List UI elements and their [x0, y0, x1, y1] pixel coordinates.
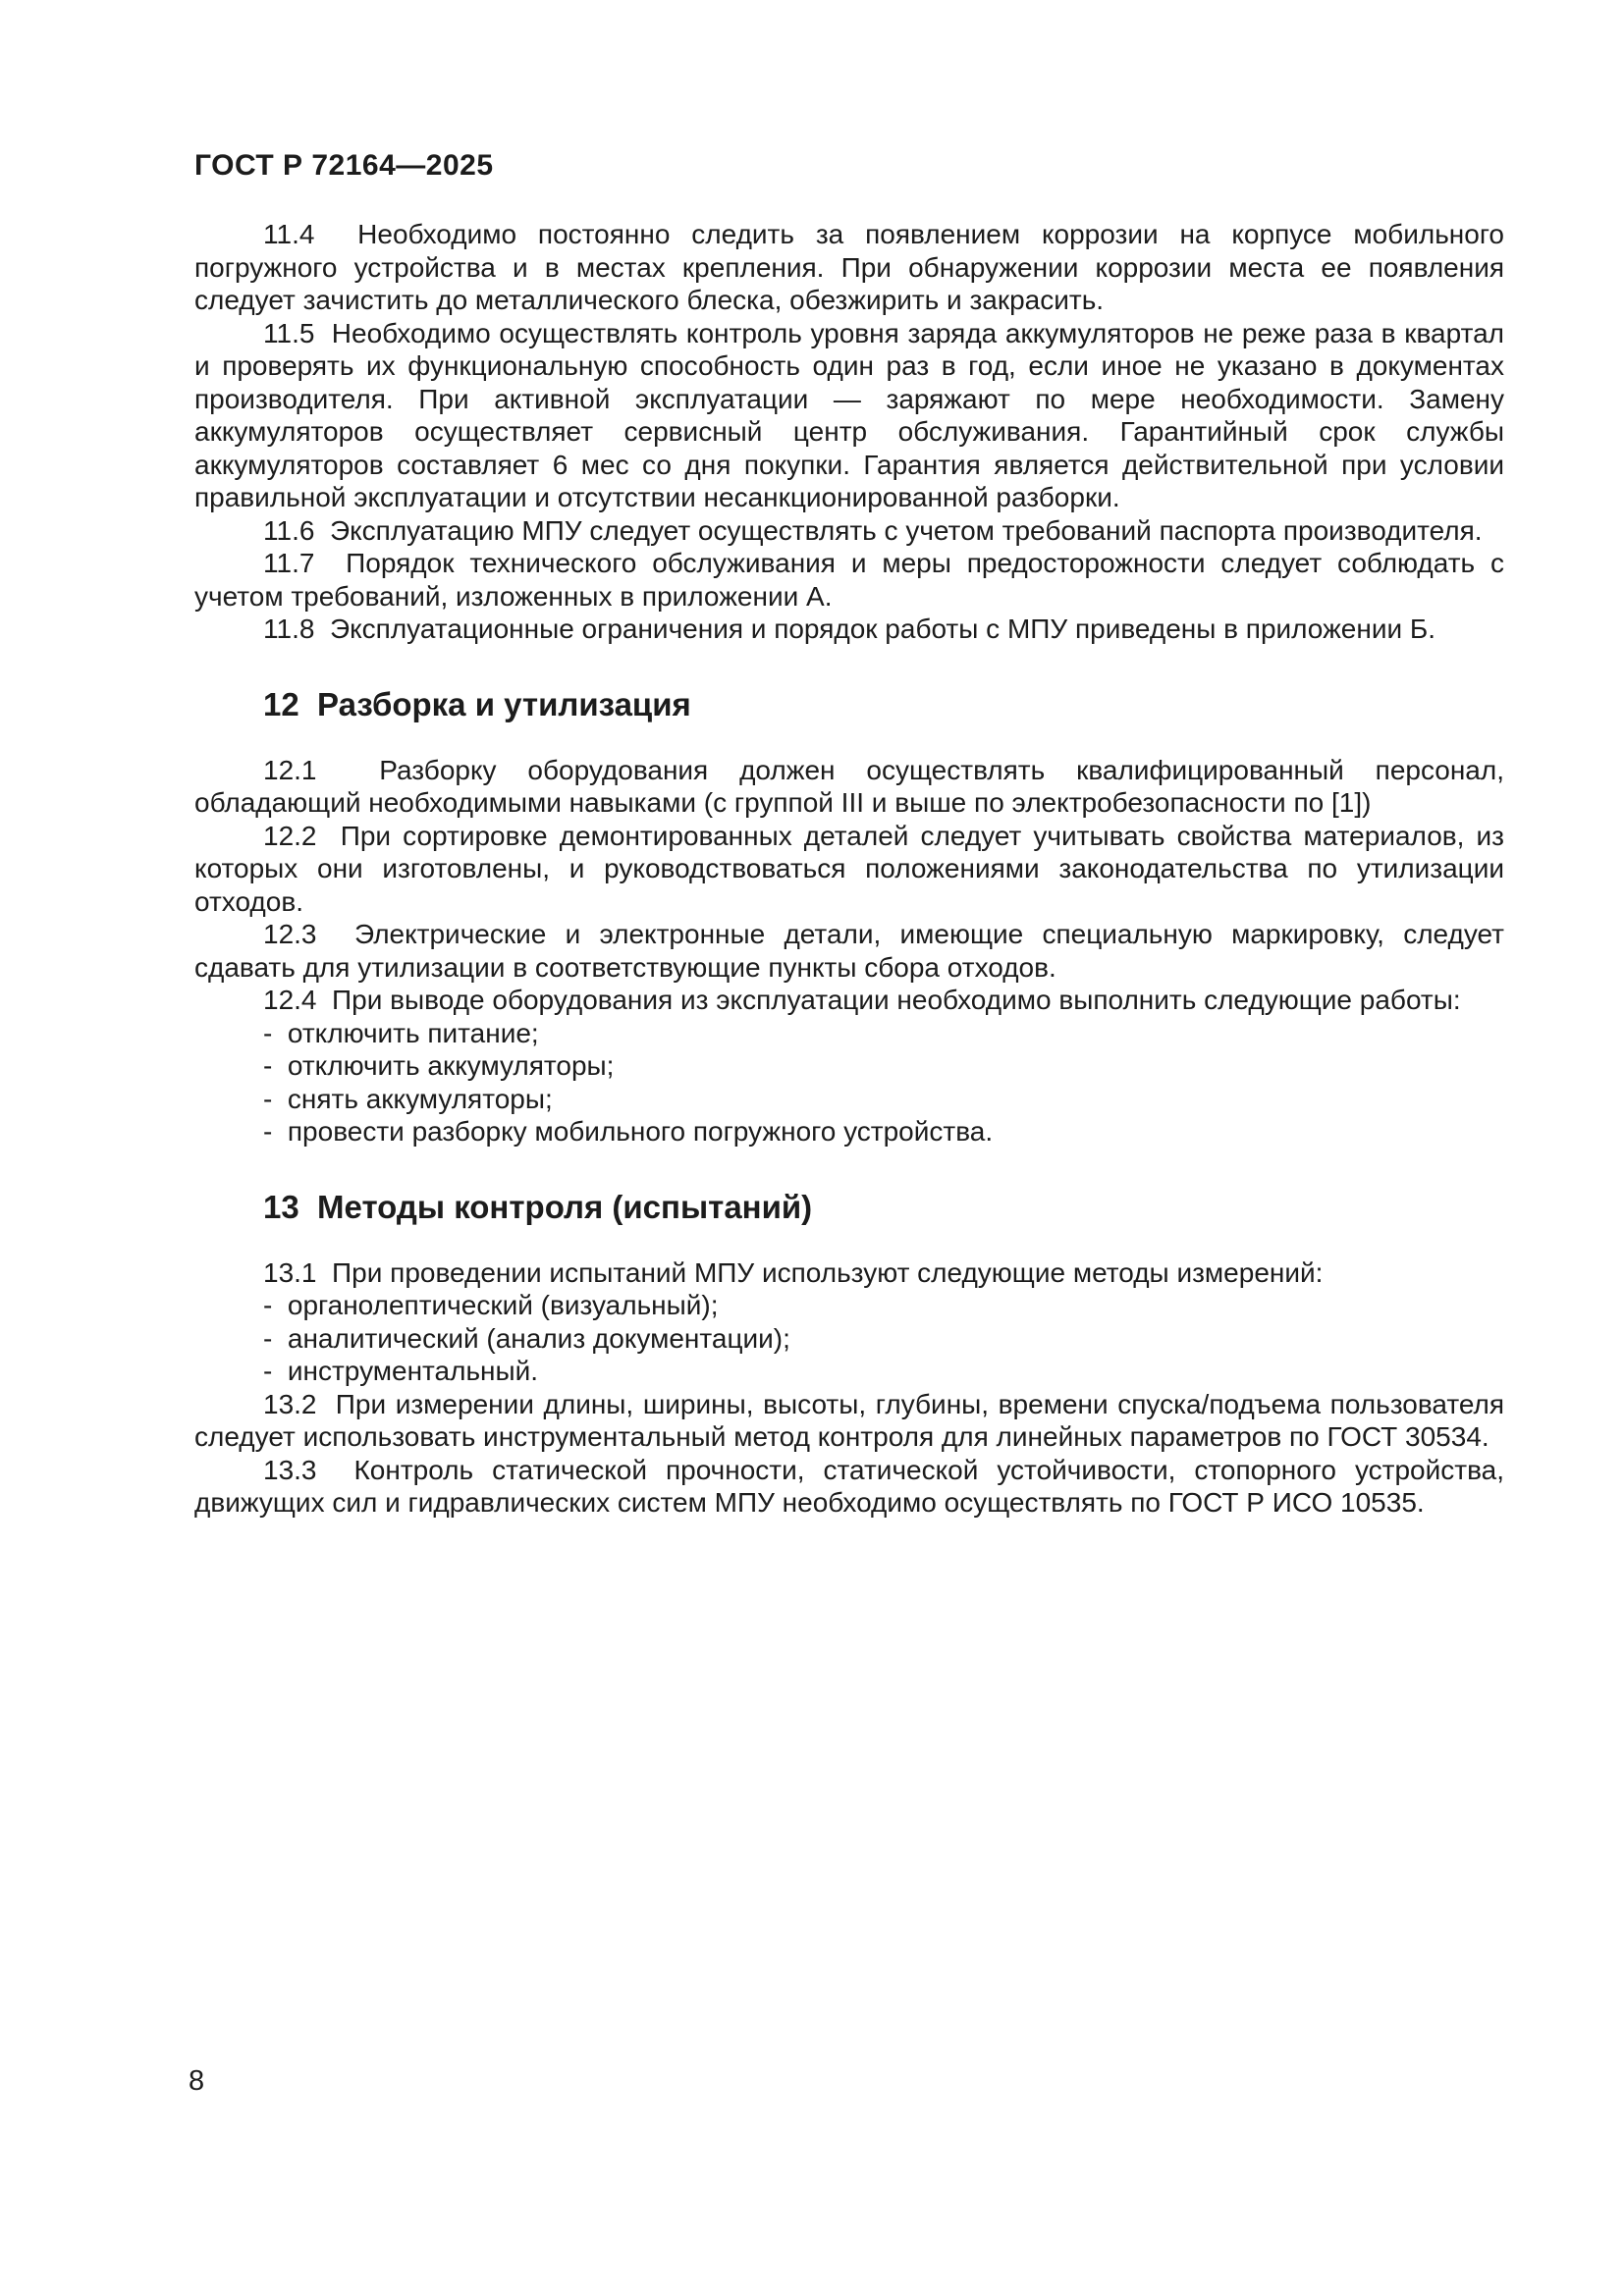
paragraph: 11.7 Порядок технического обслуживания и меры предосторожности следует соблюдать с учетом требований, изложенных в приложении А.	[194, 548, 1504, 612]
paragraph: 11.5 Необходимо осуществлять контроль уровня заряда аккумуляторов не реже раза в квартал и проверять их функциональную способность один раз в год, если иное не указано в документах производителя. При активной эксплуатации — заряжают по мере необходимости. Замену аккумуляторов осуществляет сервисный центр обслуживания. Гарантийный срок службы аккумуляторов составляет 6 мес со дня покупки. Гарантия является действительной при условии правильной эксплуатации и отсутствии несанкционированной разборки.	[194, 317, 1504, 512]
paragraph: 13.1 При проведении испытаний МПУ используют следующие методы измерений:	[263, 1256, 1324, 1288]
list-item: - органолептический (визуальный);	[263, 1290, 719, 1320]
paragraph: 12.4 При выводе оборудования из эксплуатации необходимо выполнить следующие работы:	[263, 985, 1461, 1015]
content	[194, 218, 1504, 1520]
list-item: - отключить аккумуляторы;	[263, 1050, 615, 1081]
list-item: - инструментальный.	[263, 1356, 539, 1386]
paragraph: 12.1 Разборку оборудования должен осуществлять квалифицированный персонал, обладающий необходимыми навыками (с группой III и выше по электробезопасности по [1])	[194, 754, 1504, 818]
paragraph: 13.2 При измерении длины, ширины, высоты, глубины, времени спуска/подъема пользователя следует использовать инструментальный метод контроля для линейных параметров по ГОСТ 30534.	[194, 1388, 1504, 1452]
paragraph: 11.4 Необходимо постоянно следить за появлением коррозии на корпусе мобильного погружного устройства и в местах крепления. При обнаружении коррозии места ее появления следует зачистить до металлического блеска, обезжирить и закрасить.	[194, 219, 1504, 315]
page-number: 8	[189, 2065, 205, 2097]
section-heading: 13 Методы контроля (испытаний)	[263, 1188, 813, 1225]
paragraph: 12.3 Электрические и электронные детали, имеющие специальную маркировку, следует сдавать для утилизации в соответствующие пункты сбора отходов.	[194, 919, 1504, 983]
paragraph: 11.8 Эксплуатационные ограничения и порядок работы с МПУ приведены в приложении Б.	[263, 614, 1436, 644]
section-heading: 12 Разборка и утилизация	[263, 685, 691, 722]
list-item: - аналитический (анализ документации);	[263, 1322, 790, 1354]
list-item: - снять аккумуляторы;	[263, 1083, 553, 1114]
paragraph: 13.3 Контроль статической прочности, статической устойчивости, стопорного устройства, движущих сил и гидравлических систем МПУ необходимо осуществлять по ГОСТ Р ИСО 10535.	[194, 1454, 1504, 1518]
paragraph: 12.2 При сортировке демонтированных деталей следует учитывать свойства материалов, из которых они изготовлены, и руководствоваться положениями законодательства по утилизации отходов.	[194, 820, 1504, 917]
paragraph: 11.6 Эксплуатацию МПУ следует осуществлять с учетом требований паспорта производителя.	[263, 514, 1483, 546]
running-header-doc-code: ГОСТ Р 72164—2025	[194, 149, 494, 182]
list-item: - провести разборку мобильного погружного устройства.	[263, 1116, 994, 1147]
list-item: - отключить питание;	[263, 1017, 539, 1048]
